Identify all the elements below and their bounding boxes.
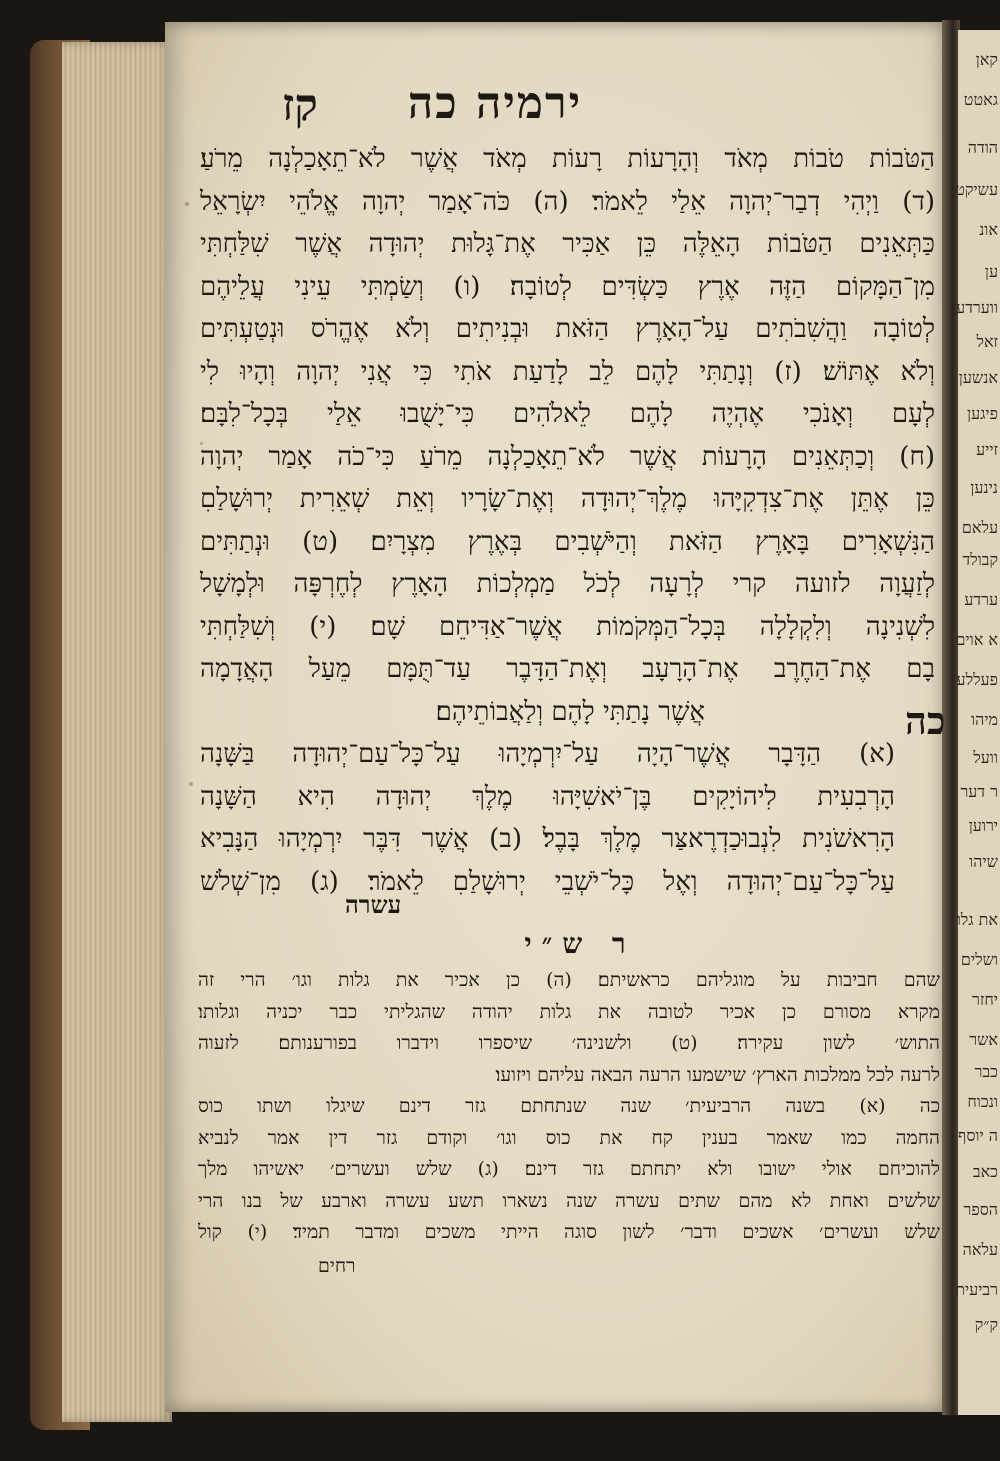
text-line: (א) הַדָּבָר אֲשֶׁר־הָיָה עַל־יִרְמְיָהוּ עַל־כָּל־עַם־יְהוּדָה בַּשָּׁנָה bbox=[200, 739, 895, 769]
adjacent-page-fragment: ק״ק bbox=[974, 1315, 998, 1334]
text-line: כַּתְּאֵנִים הַטֹּבוֹת הָאֵלֶּה כֵּן אַכִּיר אֶת־גָּלוּת יְהוּדָה אֲשֶׁר שִׁלַּחְתִּי bbox=[200, 229, 935, 259]
adjacent-page-fragment: א אוים bbox=[955, 630, 998, 649]
adjacent-page-fragment: זאל bbox=[976, 332, 998, 351]
text-line: לְעָם וְאָנֹכִי אֶהְיֶה לָהֶם לֵאלֹהִים כִּי־יָשֻׁבוּ אֵלַי בְּכָל־לִבָּם׃ bbox=[200, 399, 935, 429]
adjacent-page-fragment: קבולד bbox=[962, 550, 998, 569]
text-line: לְזַעֲוָה לזועה קרי לְרָעָה לְכֹל מַמְלְכוֹת הָאָרֶץ לְחֶרְפָּה וּלְמָשָׁל bbox=[200, 569, 935, 599]
text-line: לִשְׁנִינָה וְלִקְלָלָה בְּכָל־הַמְּקֹמוֹת אֲשֶׁר־אַדִּיחֵם שָׁם׃ (י) וְשִׁלַּחְתִּי bbox=[200, 611, 935, 642]
adjacent-page-fragment: הודה bbox=[967, 138, 998, 157]
adjacent-page-fragment: ירוען bbox=[968, 816, 998, 835]
text-line: (ח) וְכַתְּאֵנִים הָרָעוֹת אֲשֶׁר לֹא־תֵאָכַלְנָה מֵרֹעַ כִּי־כֹה אָמַר יְהוָה bbox=[200, 441, 935, 472]
adjacent-page-fragment: ען bbox=[984, 262, 998, 281]
commentary-line: שהם חביבות על מוגליהם כראשיתם׃ (ה) כן אכיר את גלות וגו׳ הרי זה bbox=[198, 969, 940, 991]
adjacent-page-fragment: רביעית bbox=[955, 1280, 998, 1299]
adjacent-page-fragment: וועל bbox=[973, 748, 998, 767]
text-line: הָרְבִעִית לִיהוֹיָקִים בֶּן־יֹאשִׁיָּהוּ מֶלֶךְ יְהוּדָה הִיא הַשָּׁנָה bbox=[200, 781, 895, 812]
text-line: הַנִּשְׁאָרִים בָּאָרֶץ הַזֹּאת וְהַיֹּשְׁבִים בְּאֶרֶץ מִצְרָיִם׃ (ט) וּנְתַתִּים bbox=[200, 526, 935, 557]
text-line: (ד) וַיְהִי דְבַר־יְהוָה אֵלַי לֵאמֹר׃ (ה) כֹּה־אָמַר יְהוָה אֱלֹהֵי יִשְׂרָאֵל bbox=[200, 186, 935, 217]
text-line: הָרִאשֹׁנִית לִנְבוּכַדְרֶאצַּר מֶלֶךְ בָּבֶל׃ (ב) אֲשֶׁר דִּבֶּר יִרְמְיָהוּ הַנָּבִיא bbox=[200, 824, 895, 854]
adjacent-page-fragment: פעללע bbox=[956, 670, 998, 689]
adjacent-page-fragment: יחזר bbox=[972, 990, 998, 1009]
commentary-line: שלש ועשרים׳ אשכים ודבר׳ לשון סוגה הייתי משכים ומדבר תמיד׃ (י) קול bbox=[198, 1221, 940, 1243]
adjacent-page-fragment: ווערדען bbox=[952, 298, 998, 317]
adjacent-page-fragment: כבר bbox=[974, 1062, 998, 1081]
text-line: וְלֹא אֶתּוֹשׁ׃ (ז) וְנָתַתִּי לָהֶם לֵב לָדַעַת אֹתִי כִּי אֲנִי יְהוָה וְהָיוּ לִי bbox=[200, 356, 935, 387]
adjacent-page-fragment: ונכוח bbox=[967, 1092, 998, 1111]
running-title: ירמיה כה bbox=[407, 78, 583, 129]
adjacent-page-fragment: עשיקט bbox=[955, 180, 998, 199]
text-line: בָם אֶת־הַחֶרֶב אֶת־הָרָעָב וְאֶת־הַדָּבֶר עַד־תֻּמָּם מֵעַל הָאֲדָמָה bbox=[200, 654, 935, 684]
adjacent-page-fragment: פיגען bbox=[967, 404, 998, 423]
text-line: מִן־הַמָּקוֹם הַזֶּה אֶרֶץ כַּשְׂדִּים לְטוֹבָה׃ (ו) וְשַׂמְתִּי עֵינִי עֲלֵיהֶם bbox=[200, 271, 935, 302]
adjacent-page-fragment: ה יוסף bbox=[958, 1126, 998, 1145]
adjacent-page-fragment: אשר bbox=[969, 1030, 998, 1049]
chapter-marker: כה bbox=[905, 698, 946, 743]
adjacent-page-fragment: עלאם bbox=[961, 518, 998, 537]
text-line: עַל־כָּל־עַם־יְהוּדָה וְאֶל כָּל־יֹשְׁבֵי יְרוּשָׁלַםִ לֵאמֹר׃ (ג) מִן־שְׁלֹשׁ bbox=[200, 866, 895, 897]
adjacent-page-fragment: קאן bbox=[975, 50, 998, 69]
text-line: הַטֹּבוֹת טֹבוֹת מְאֹד וְהָרָעוֹת רָעוֹת מְאֹד אֲשֶׁר לֹא־תֵאָכַלְנָה מֵרֹעַ׃ bbox=[200, 144, 935, 174]
foxing-spot bbox=[185, 202, 189, 206]
adjacent-page-fragment: אנשען bbox=[958, 368, 998, 387]
adjacent-page-fragment: שיהו bbox=[969, 852, 998, 871]
adjacent-page bbox=[952, 30, 1000, 1415]
foxing-spot bbox=[189, 782, 193, 786]
folio-number: קז bbox=[282, 80, 318, 131]
commentary-line: החמה כמו שאמר בענין קח את כוס וגו׳ וקודם גזר דין אמר לנביא bbox=[198, 1126, 940, 1149]
adjacent-page-fragment: ערדע bbox=[964, 590, 998, 609]
page-edges bbox=[62, 42, 172, 1422]
adjacent-page-fragment: גאטט bbox=[963, 90, 998, 109]
main-text-block bbox=[200, 138, 935, 903]
adjacent-page-fragment: זייע bbox=[976, 440, 998, 459]
adjacent-page-fragment: מיהו bbox=[971, 710, 998, 729]
text-line: אֲשֶׁר נָתַתִּי לָהֶם וְלַאֲבוֹתֵיהֶם׃ bbox=[435, 696, 705, 727]
commentary-line: שלשים ואחת לא מהם שתים עשרה שנה נשארו תשע עשרה וארבע של בנו הרי bbox=[198, 1189, 940, 1212]
commentary-line: מקרא מסורם כן אכיר לטובה את גלות יהודה שהגליתי כבר יכניה וגלותו׃ bbox=[198, 1000, 940, 1023]
adjacent-page-fragment: ושלים bbox=[960, 950, 998, 969]
adjacent-page-fragment: נינען bbox=[970, 478, 998, 497]
commentary-title: ר ש״י bbox=[524, 927, 636, 960]
adjacent-page-fragment: את גלו bbox=[956, 910, 998, 929]
commentary-catchword: רחים bbox=[318, 1255, 356, 1277]
commentary-line: לרעה לכל ממלכות הארץ׳ שישמעו הרעה הבאה עליהם ויזועו׃ bbox=[495, 1063, 940, 1086]
adjacent-page-fragment: כאב bbox=[972, 1162, 998, 1181]
adjacent-page-fragment: עלאה bbox=[962, 1240, 998, 1259]
adjacent-page-fragment: אונ bbox=[979, 220, 998, 239]
commentary-block bbox=[198, 965, 940, 1249]
text-line: כֵּן אֶתֵּן אֶת־צִדְקִיָּהוּ מֶלֶךְ־יְהוּדָה וְאֶת־שָׂרָיו וְאֵת שְׁאֵרִית יְרוּשָׁלַםִ bbox=[200, 484, 935, 514]
commentary-line: כה (א) בשנה הרביעית׳ שנה שנתחתם גזר דינם שיגלו ושתו כוס bbox=[198, 1095, 940, 1117]
adjacent-page-fragment: ר דער bbox=[960, 782, 998, 801]
adjacent-page-fragment: הספר bbox=[963, 1200, 998, 1219]
commentary-line: להוכיחם אולי ישובו ולא יתחתם גזר דינם׃ (ג) שלש ועשרים׳ יאשיהו מלך bbox=[198, 1158, 940, 1180]
text-line: לְטוֹבָה וַהֲשִׁבֹתִים עַל־הָאָרֶץ הַזֹּאת וּבְנִיתִים וְלֹא אֶהֱרֹס וּנְטַעְתִּים bbox=[200, 314, 935, 344]
commentary-line: התוש׳ לשון עקירה׃ (ט) ולשנינה׳ שיספרו וידברו בפורענותם׃ לזעוה bbox=[198, 1032, 940, 1054]
catchword: עשרה bbox=[345, 890, 402, 919]
